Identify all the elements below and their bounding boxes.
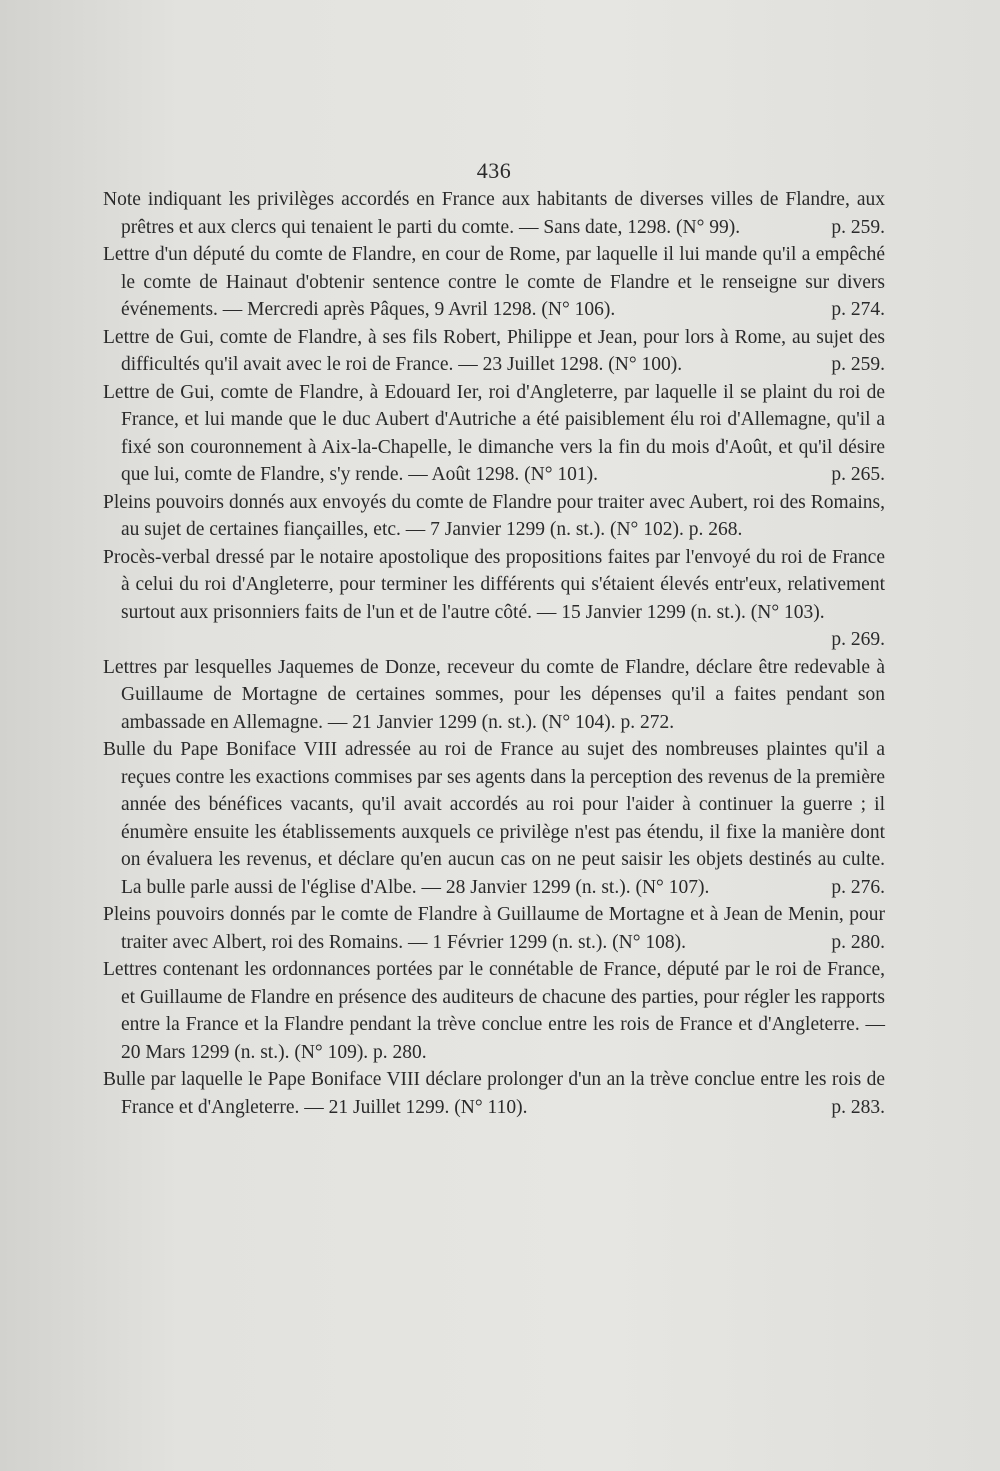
- entry-text: Lettre de Gui, comte de Flandre, à ses fils Robert, Philippe et Jean, pour lors à Rome, au sujet des difficultés qu'il avait avec le roi de France. — 23 Juillet 1298. (N° 100).: [103, 326, 885, 375]
- entry-list: [103, 186, 885, 1121]
- list-item: [103, 324, 885, 379]
- page-number: 436: [476, 158, 512, 183]
- list-item: [103, 544, 885, 654]
- entry-text: Lettres par lesquelles Jaquemes de Donze, receveur du comte de Flandre, déclare être redevable à Guillaume de Mortagne de certaines sommes, pour les dépenses qu'il a faites pendant son ambassade en Allemagne. — 21 Janvier 1299 (n. st.). (N° 104). p. 272.: [103, 656, 885, 733]
- entry-page-ref: p. 269.: [831, 629, 885, 650]
- list-item: [103, 901, 885, 956]
- list-item: [103, 241, 885, 324]
- list-item: [103, 186, 885, 241]
- entry-page-ref: p. 259.: [831, 354, 885, 375]
- list-item: [103, 956, 885, 1066]
- entry-text: Lettre d'un député du comte de Flandre, en cour de Rome, par laquelle il lui mande qu'il a empêché le comte de Hainaut d'obtenir sentence contre le comte de Flandre et le renseigne sur divers événements. — Mercredi après Pâques, 9 Avril 1298. (N° 106).: [103, 244, 885, 320]
- list-item: [103, 489, 885, 544]
- entry-text: Pleins pouvoirs donnés par le comte de Flandre à Guillaume de Mortagne et à Jean de Menin, pour traiter avec Albert, roi des Romains. — 1 Février 1299 (n. st.). (N° 108).: [103, 904, 885, 953]
- entry-page-ref: p. 276.: [831, 876, 885, 898]
- entry-text: Pleins pouvoirs donnés aux envoyés du comte de Flandre pour traiter avec Aubert, roi des Romains, au sujet de certaines fiançailles, etc. — 7 Janvier 1299 (n. st.). (N° 102). p. 268.: [103, 491, 885, 540]
- entry-text: Bulle par laquelle le Pape Boniface VIII déclare prolonger d'un an la trève conclue entre les rois de France et d'Angleterre. — 21 Juillet 1299. (N° 110).: [103, 1069, 885, 1118]
- entry-text: Lettre de Gui, comte de Flandre, à Edouard Ier, roi d'Angleterre, par laquelle il se plaint du roi de France, et lui mande que le duc Aubert d'Autriche a été paisiblement élu roi d'Allemagne, qu'il a fixé son couronnement à Aix-la-Chapelle, le dimanche vers la fin du mois d'Août, et qu'il désire que lui, comte de Flandre, s'y rende. — Août 1298. (N° 101).: [103, 381, 885, 485]
- entry-text: Note indiquant les privilèges accordés en France aux habitants de diverses villes de Flandre, aux prêtres et aux clercs qui tenaient le parti du comte. — Sans date, 1298. (N° 99).: [103, 189, 885, 238]
- list-item: [103, 379, 885, 489]
- entry-page-ref: p. 283.: [831, 1096, 885, 1118]
- entry-text: Procès-verbal dressé par le notaire apostolique des propositions faites par l'envoyé du roi de France à celui du roi d'Angleterre, pour terminer les différents qui s'étaient élevés entr'eux, relativement surtout aux prisonniers faits de l'un et de l'autre côté. — 15 Janvier 1299 (n. st.). (N° 103).: [103, 546, 885, 623]
- list-item: [103, 1066, 885, 1121]
- entry-page-ref: p. 259.: [831, 216, 885, 238]
- list-item: [103, 654, 885, 737]
- entry-page-ref: p. 280.: [831, 931, 885, 953]
- list-item: [103, 736, 885, 901]
- entry-text: Bulle du Pape Boniface VIII adressée au roi de France au sujet des nombreuses plaintes qu'il a reçues contre les exactions commises par ses agents dans la perception des revenus de la première année des bénéfices vacants, qu'il avait accordés au roi pour l'aider à continuer la guerre ; il énumère ensuite les établissements auxquels ce privilège n'est pas étendu, il fixe la manière dont on évaluera les revenus, et déclare qu'en aucun cas on ne peut saisir les objets destinés au culte. La bulle parle aussi de l'église d'Albe. — 28 Janvier 1299 (n. st.). (N° 107).: [103, 739, 885, 898]
- entry-page-ref: p. 265.: [831, 464, 885, 485]
- entry-page-ref: p. 274.: [831, 299, 885, 320]
- entry-text: Lettres contenant les ordonnances portées par le connétable de France, député par le roi de France, et Guillaume de Flandre en présence des auditeurs de chacune des parties, pour régler les rapports entre la France et la Flandre pendant la trève conclue entre les rois de France et d'Angleterre. — 20 Mars 1299 (n. st.). (N° 109). p. 280.: [103, 959, 885, 1063]
